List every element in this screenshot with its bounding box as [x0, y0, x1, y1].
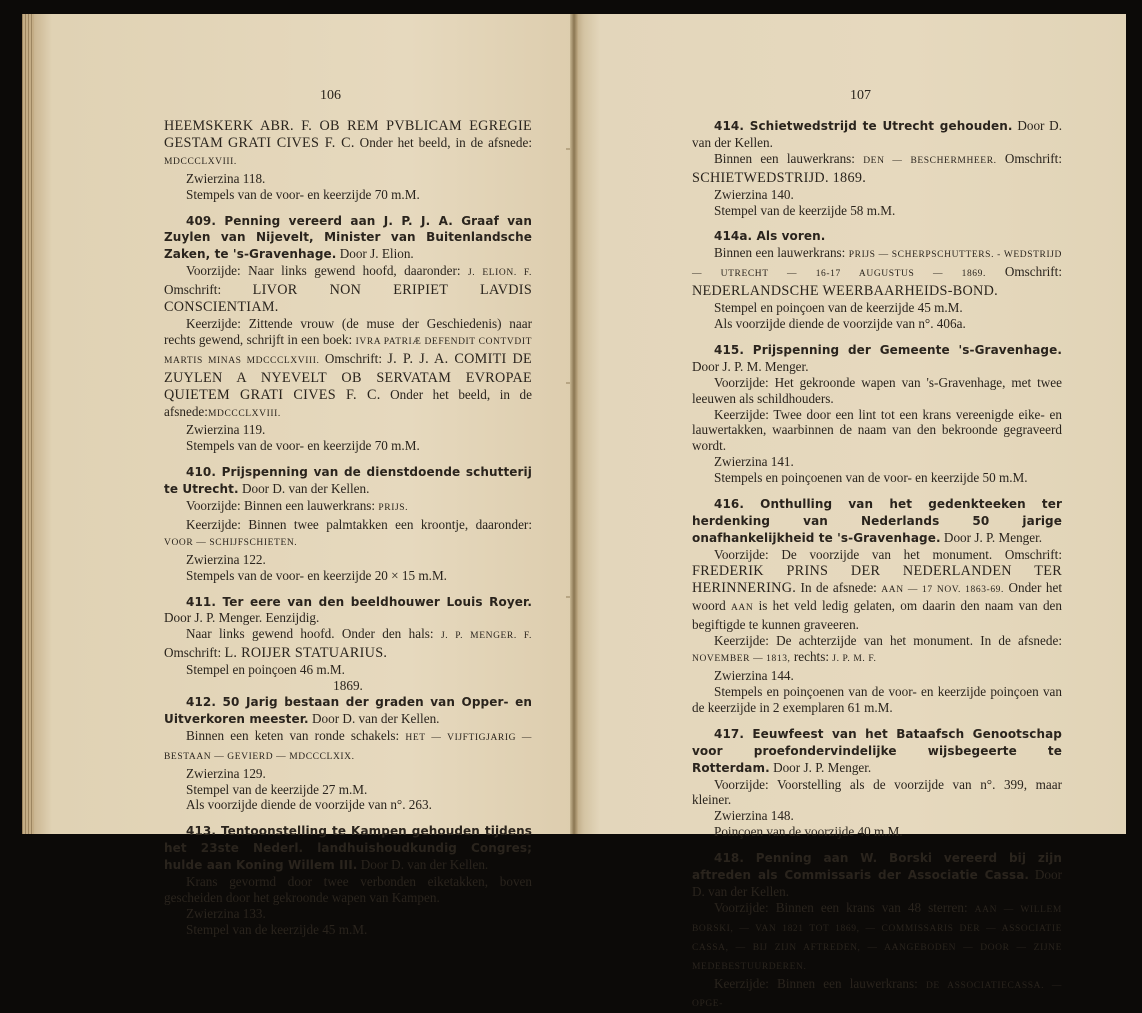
zwierzina-ref: Zwierzina 140. — [692, 187, 1062, 203]
stempel-note: Stempels en poinçoenen van de voor- en keerzijde poinçoen van de keerzijde in 2 exemplaren 61 m.M. — [692, 684, 1062, 716]
zwierzina-ref: Zwierzina 129. — [164, 766, 532, 782]
entry-411: 411. Ter eere van den beeldhouwer Louis Royer. Door J. P. Menger. Eenzijdig. — [164, 594, 532, 627]
stempel-note: Stempel van de keerzijde 27 m.M. — [164, 782, 532, 798]
page-edge — [22, 14, 34, 834]
page-number: 107 — [850, 88, 871, 104]
left-text-column — [164, 118, 532, 938]
stempel-note: Stempel van de keerzijde 45 m.M. — [164, 922, 532, 938]
zwierzina-ref: Zwierzina 119. — [164, 422, 532, 438]
right-page — [574, 14, 1126, 834]
stempel-note: Stempel van de keerzijde 58 m.M. — [692, 203, 1062, 219]
entry-415-voorzijde: Voorzijde: Het gekroonde wapen van 's-Gravenhage, met twee leeuwen als schildhouders. — [692, 375, 1062, 407]
entry-417-voorzijde: Voorzijde: Voorstelling als de voorzijde van n°. 399, maar kleiner. — [692, 777, 1062, 809]
entry-416: 416. Onthulling van het gedenkteeken ter herdenking van Nederlands 50 jarige onafhankelijkheid te 's-Gravenhage. Door J. P. Menger. — [692, 496, 1062, 547]
stempel-note: Stempels en poinçoenen van de voor- en keerzijde 50 m.M. — [692, 470, 1062, 486]
stempel-note: Stempel en poinçoen van de keerzijde 45 m.M. — [692, 300, 1062, 316]
year-heading: 1869. — [164, 678, 532, 694]
entry-410: 410. Prijspenning van de dienstdoende schutterij te Utrecht. Door D. van der Kellen. — [164, 464, 532, 498]
entry-416-voorzijde: Voorzijde: De voorzijde van het monument. Omschrift: FREDERIK PRINS DER NEDERLANDEN TER HERINNERING. In de afsnede: AAN — 17 NOV. 1863-69. Onder het woord AAN is het veld ledig gelaten, om daarin den naam van den begiftigde te kunnen graveeren. — [692, 547, 1062, 634]
entry-415: 415. Prijspenning der Gemeente 's-Gravenhage. Door J. P. M. Menger. — [692, 342, 1062, 375]
zwierzina-ref: Zwierzina 118. — [164, 171, 532, 187]
zwierzina-ref: Zwierzina 133. — [164, 906, 532, 922]
entry-409-voorzijde: Voorzijde: Naar links gewend hoofd, daaronder: J. ELION. F. Omschrift: LIVOR NON ERIPIET LAVDIS CONSCIENTIAM. — [164, 263, 532, 316]
entry-414a-description: Binnen een lauwerkrans: PRIJS — SCHERPSCHUTTERS. - WEDSTRIJD — UTRECHT — 16-17 AUGUSTUS — 1869. Omschrift: NEDERLANDSCHE WEERBAARHEIDS-BOND. — [692, 245, 1062, 300]
book-spread — [22, 14, 1126, 834]
stempel-note: Stempels van de voor- en keerzijde 70 m.M. — [164, 438, 532, 454]
entry-414-description: Binnen een lauwerkrans: DEN — BESCHERMHEER. Omschrift: SCHIETWEDSTRIJD. 1869. — [692, 151, 1062, 187]
stempel-note: Poinçoen van de voorzijde 40 m.M. — [692, 824, 1062, 840]
zwierzina-ref: Zwierzina 148. — [692, 808, 1062, 824]
entry-418-voorzijde: Voorzijde: Binnen een krans van 48 sterren: AAN — WILLEM BORSKI, — VAN 1821 TOT 1869, — COMMISSARIS DER — ASSOCIATIE CASSA, — BIJ ZIJN AFTREDEN, — AANGEBODEN — DOOR — ZIJNE MEDEBESTUURDEREN. — [692, 900, 1062, 976]
entry-418-keerzijde: Keerzijde: Binnen een lauwerkrans: DE ASSOCIATIECASSA. — OPGE- — [692, 976, 1062, 1013]
entry-408-continuation: HEEMSKERK ABR. F. OB REM PVBLICAM EGREGIE GESTAM GRATI CIVES F. C. Onder het beeld, in de afsnede: MDCCCLXVIII. — [164, 118, 532, 171]
entry-414a: 414a. Als voren. — [692, 228, 1062, 245]
entry-412-description: Binnen een keten van ronde schakels: HET — VIJFTIGJARIG — BESTAAN — GEVIERD — MDCCCLXIX. — [164, 728, 532, 766]
entry-414: 414. Schietwedstrijd te Utrecht gehouden. Door D. van der Kellen. — [692, 118, 1062, 151]
book-gutter — [570, 14, 578, 834]
entry-410-voorzijde: Voorzijde: Binnen een lauwerkrans: PRIJS. — [164, 498, 532, 517]
entry-417: 417. Eeuwfeest van het Bataafsch Genootschap voor proefondervindelijke wijsbegeerte te Rotterdam. Door J. P. Menger. — [692, 726, 1062, 777]
left-page — [22, 14, 574, 834]
entry-411-description: Naar links gewend hoofd. Onder den hals: J. P. MENGER. F. Omschrift: L. ROIJER STATUARIUS. — [164, 626, 532, 662]
zwierzina-ref: Zwierzina 144. — [692, 668, 1062, 684]
voorzijde-note: Als voorzijde diende de voorzijde van n°. 263. — [164, 797, 532, 813]
entry-409-keerzijde: Keerzijde: Zittende vrouw (de muse der Geschiedenis) naar rechts gewend, schrijft in een boek: IVRA PATRIÆ DEFENDIT CONTVDIT MARTIS MINAS MDCCCLXVIII. Omschrift: J. P. J. A. COMITI DE ZUYLEN A NYEVELT OB SERVATAM EVROPAE QUIETEM GRATI CIVES F. C. Onder het beeld, in de afsnede:MDCCCLXVIII. — [164, 316, 532, 422]
zwierzina-ref: Zwierzina 122. — [164, 552, 532, 568]
entry-410-keerzijde: Keerzijde: Binnen twee palmtakken een kroontje, daaronder: VOOR — SCHIJFSCHIETEN. — [164, 517, 532, 552]
entry-413: 413. Tentoonstelling te Kampen gehouden tijdens het 23ste Nederl. landhuishoudkundig Congres; hulde aan Koning Willem III. Door D. van der Kellen. — [164, 823, 532, 874]
entry-412: 412. 50 Jarig bestaan der graden van Opper- en Uitverkoren meester. Door D. van der Kellen. — [164, 694, 532, 728]
entry-413-description: Krans gevormd door twee verbonden eiketakken, boven gescheiden door het gekroonde wapen van Kampen. — [164, 874, 532, 906]
voorzijde-note: Als voorzijde diende de voorzijde van n°. 406a. — [692, 316, 1062, 332]
right-text-column — [692, 118, 1062, 1013]
stempel-note: Stempels van de voor- en keerzijde 70 m.M. — [164, 187, 532, 203]
page-number: 106 — [320, 88, 341, 104]
stempel-note: Stempel en poinçoen 46 m.M. — [164, 662, 532, 678]
entry-416-keerzijde: Keerzijde: De achterzijde van het monument. In de afsnede: NOVEMBER — 1813, rechts: J. P. M. F. — [692, 633, 1062, 668]
zwierzina-ref: Zwierzina 141. — [692, 454, 1062, 470]
entry-418: 418. Penning aan W. Borski vereerd bij zijn aftreden als Commissaris der Associatie Cassa. Door D. van der Kellen. — [692, 850, 1062, 900]
entry-415-keerzijde: Keerzijde: Twee door een lint tot een krans vereenigde eike- en lauwertakken, waarbinnen de naam van den bekroonde gegraveerd wordt. — [692, 407, 1062, 455]
stempel-note: Stempels van de voor- en keerzijde 20 × 15 m.M. — [164, 568, 532, 584]
entry-409: 409. Penning vereerd aan J. P. J. A. Graaf van Zuylen van Nijevelt, Minister van Buitenlandsche Zaken, te 's-Gravenhage. Door J. Elion. — [164, 213, 532, 264]
